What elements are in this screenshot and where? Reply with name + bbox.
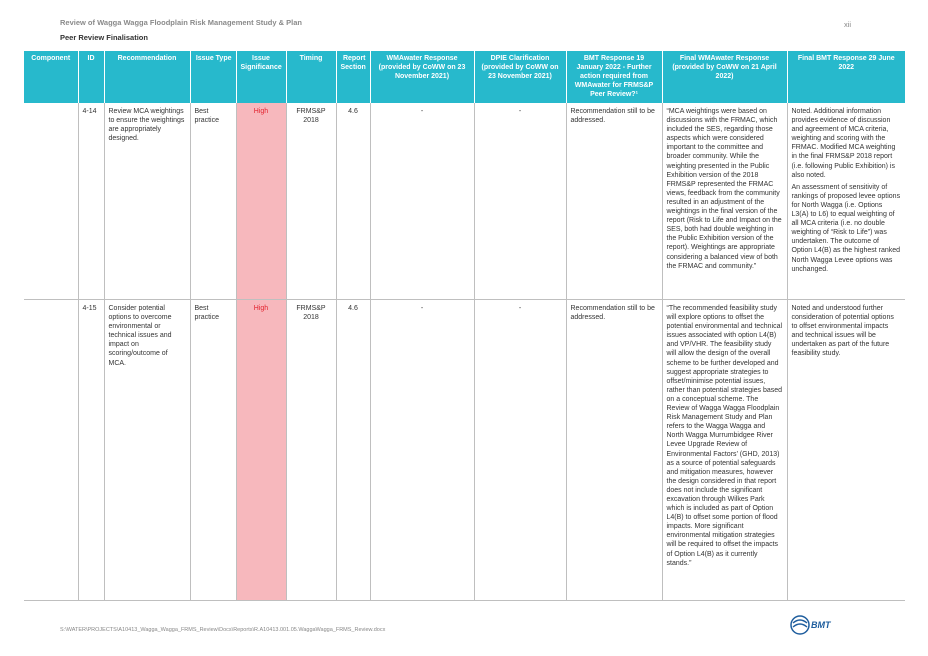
cell-wmawater-response: - [370, 103, 474, 300]
cell-component [24, 103, 78, 300]
header-recommendation: Recommendation [104, 51, 190, 103]
cell-report-section: 4.6 [336, 103, 370, 300]
header-id: ID [78, 51, 104, 103]
cell-id: 4-15 [78, 300, 104, 601]
header-final-bmt-response: Final BMT Response 29 June 2022 [787, 51, 905, 103]
cell-recommendation: Review MCA weightings to ensure the weightings are appropriately designed. [104, 103, 190, 300]
cell-issue-significance: High [236, 300, 286, 601]
cell-id: 4-14 [78, 103, 104, 300]
cell-bmt-response: Recommendation still to be addressed. [566, 300, 662, 601]
final-bmt-paragraph: Noted and understood further consideration of potential options to offset environmental impacts and technical issues will be undertaken as part of the future feasibility study. [791, 305, 894, 358]
cell-report-section: 4.6 [336, 300, 370, 601]
header-component: Component [24, 51, 78, 103]
cell-dpie-clarification: - [474, 300, 566, 601]
header-issue-significance: Issue Significance [236, 51, 286, 103]
document-title: Review of Wagga Wagga Floodplain Risk Management Study & Plan [60, 18, 302, 27]
table-row [24, 300, 905, 601]
cell-issue-type: Best practice [190, 103, 236, 300]
header-issue-type: Issue Type [190, 51, 236, 103]
final-bmt-paragraph: An assessment of sensitivity of rankings of proposed levee options for North Wagga (i.e. Options L3(A) to L6) to equal weighting of all MCA criteria (i.e. no double weighting of “Risk to Life”) was undertaken. The outcome of Option L4(B) as the highest ranked North Wagga Levee options was unchanged. [791, 183, 901, 273]
cell-issue-significance: High [236, 103, 286, 300]
cell-timing: FRMS&P 2018 [286, 103, 336, 300]
document-subtitle: Peer Review Finalisation [60, 33, 148, 42]
cell-recommendation: Consider potential options to overcome environmental or technical issues and impact on scoring/outcome of MCA. [104, 300, 190, 601]
cell-dpie-clarification: - [474, 103, 566, 300]
cell-timing: FRMS&P 2018 [286, 300, 336, 601]
cell-issue-type: Best practice [190, 300, 236, 601]
header-dpie-clarification: DPIE Clarification (provided by CoWW on 23 November 2021) [474, 51, 566, 103]
final-bmt-paragraph: Noted. Additional information provides evidence of discussion and agreement of MCA criteria, weighting and scoring with the FRMAC. Modified MCA weighting in the final FRMS&P 2018 report (i.e. following Public Exhibition) is also noted. [791, 108, 896, 179]
cell-final-wmawater-response: “The recommended feasibility study will explore options to offset the potential environmental and technical issues associated with option L4(B) and VP/VHR. The feasibility study will allow the design of the overall scheme to be further developed and suggest appropriate strategies to offset/minimise potential issues, rather than potential strategies based on a conceptual scheme. The Review of Wagga Wagga Floodplain Risk Management Study and Plan refers to the Wagga Wagga and North Wagga Murrumbidgee River Levee Upgrade Review of Environmental Factors’ (GHD, 2013) as a source of potential safeguards and mitigation measures, however the design considered in that report does not include the significant excavation through Wilkes Park which is included as part of Option L4(B) to offset some portion of flood impacts. More significant environmental mitigation strategies will be required to offset the impacts of Option L4(B) as it currently stands.” [662, 300, 787, 601]
cell-wmawater-response: - [370, 300, 474, 601]
header-final-wmawater-response: Final WMAwater Response (provided by CoWW on 21 April 2022) [662, 51, 787, 103]
page-number: xii [844, 20, 852, 29]
peer-review-table [24, 51, 905, 601]
header-report-section: Report Section [336, 51, 370, 103]
cell-final-bmt-response [787, 300, 905, 601]
cell-final-bmt-response [787, 103, 905, 300]
bmt-logo-text: BMT [811, 620, 831, 630]
cell-final-wmawater-response: “MCA weightings were based on discussions with the FRMAC, which included the SES, regarding those aspects which were considered important to the committee and broader community. While the weighting presented in the Public Exhibition version of the 2018 FRMS&P represented the FRMAC views, feedback from the community resulted in an adjustment of the weightings in the final version of the report (Risk to Life and Impact on the SES, both had double weighting in the Public Exhibition version of the report). Weightings are appropriate considering a balanced view of both the FRMAC and community.” [662, 103, 787, 300]
table-row [24, 103, 905, 300]
header-bmt-response: BMT Response 19 January 2022 - Further action required from WMAwater for FRMS&P Peer Review?¹ [566, 51, 662, 103]
cell-bmt-response: Recommendation still to be addressed. [566, 103, 662, 300]
header-wmawater-response: WMAwater Response (provided by CoWW on 23 November 2021) [370, 51, 474, 103]
cell-component [24, 300, 78, 601]
file-path: S:\WATER\PROJECTS\A10413_Wagga_Wagga_FRMS_Review\Docs\Reports\R.A10413.001.05.WaggaWagga_FRMS_Review.docx [60, 627, 386, 633]
header-timing: Timing [286, 51, 336, 103]
table-header-row [24, 51, 905, 103]
